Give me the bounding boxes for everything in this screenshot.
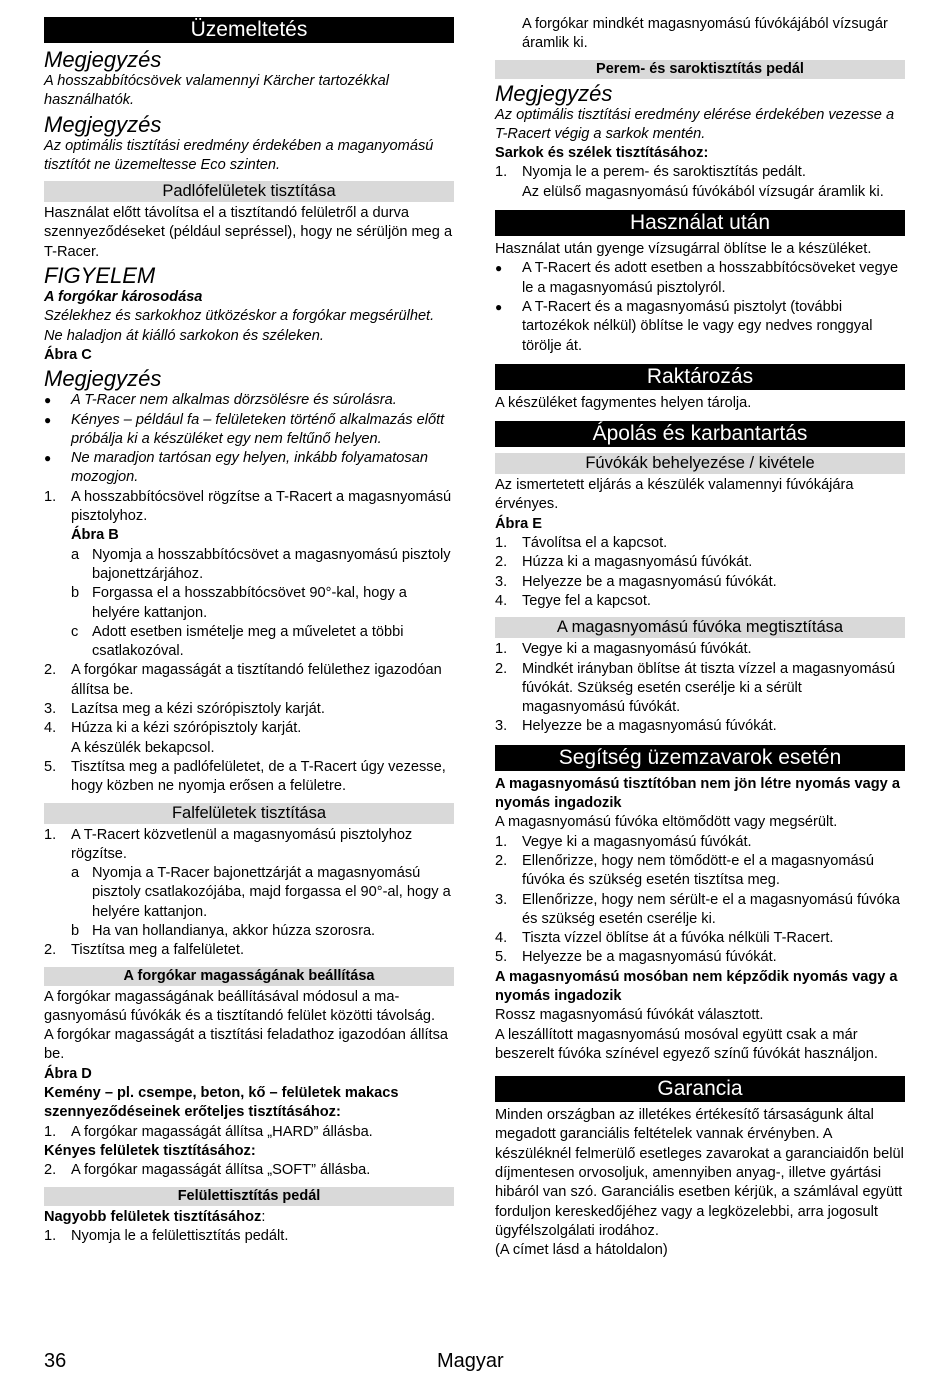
- list-item: 2. Tisztítsa meg a falfelületet.: [44, 942, 245, 959]
- fault-text: A leszállított magasnyomású mosóval együtt csak a már beszerelt fúvóka színével egyező színű fúvókát használjon.: [495, 1026, 878, 1062]
- list-item: 4. Tiszta vízzel öblítse át a fúvóka nélküli T-Racert.: [495, 930, 834, 947]
- list-item: ● Ne maradjon tartósan egy helyen, inkább folyamatosan mozogjon.: [44, 450, 428, 486]
- list-item: 2. Mindkét irányban öblítse át tiszta vízzel a magasnyomású fúvókát. Szükség esetén cserélje ki a sérült magasnyomású fúvókát.: [495, 660, 896, 716]
- list-item-extra: A készülék bekapcsol.: [71, 739, 215, 756]
- nozzle-text: Az ismertetett eljárás a készülék valamennyi fúvókájára érvényes.: [495, 477, 854, 513]
- list-item: 2. Ellenőrizze, hogy nem tömődött-e el a magasnyomású fúvóka és szükség esetén tisztítsa meg.: [495, 852, 875, 889]
- after-text: Használat után gyenge vízsugárral öblítse le a készüléket.: [495, 241, 872, 258]
- note-text: Az optimális tisztítási eredmény érdekében a maganyomású tisztítót ne üzemeltesse Eco szinten.: [44, 137, 434, 173]
- note-title: Megjegyzés: [495, 80, 613, 106]
- list-item: 1. A hosszabbítócsövel rögzítse a T-Racert a magasnyomású pisztolyhoz.: [44, 488, 452, 525]
- left-column: [44, 15, 454, 1246]
- bullet-icon: ●: [495, 299, 503, 314]
- list-item: 1. A forgókar magasságát állítsa „HARD” állásba.: [44, 1123, 373, 1140]
- warranty-text: Minden országban az illetékes értékesítő társaságunk által megadott garanciális feltételek vannak érvényben. A készüléknél felmerülő esetleges zavarokat a garanciaidőn belül díjmentesen orvosoljuk, amennyiben anyag-, illetve gyártási hibáról van szó. Garanciális esetben kérjük, a számlával együtt forduljon kereskedőjéhez vagy a legközelebbi, arra jogosult ügyfélszolgálati irodához.: [495, 1107, 904, 1239]
- figure-ref: Ábra B: [71, 527, 119, 544]
- list-item: 2. A forgókar magasságát állítsa „SOFT” állásba.: [44, 1162, 371, 1179]
- sub-list-item: b Ha van hollandianya, akkor húzza szorosra.: [71, 922, 376, 939]
- list-item: 3. Helyezze be a magasnyomású fúvókát.: [495, 718, 777, 735]
- heading-care: Ápolás és karbantartás: [495, 421, 905, 447]
- heading-after-use: Használat után: [495, 210, 905, 236]
- page-number: 36: [44, 1350, 67, 1372]
- list-item: 1. Vegye ki a magasnyomású fúvókát.: [495, 833, 752, 850]
- sub-list-item: a Nyomja a T-Racer bajonettzárját a magasnyomású pisztoly csatlakozójába, majd forgassa el 90°-al, hogy a helyére kattanjon.: [71, 865, 451, 920]
- list-item: 3. Helyezze be a magasnyomású fúvókát.: [495, 573, 777, 590]
- sub-list-item: a Nyomja a hosszabbítócsövet a magasnyomású pisztoly bajonettzárjához.: [71, 546, 451, 582]
- corner-title: Sarkok és szélek tisztításához:: [495, 145, 709, 162]
- list-item-extra: Az elülső magasnyomású fúvókából vízsugár áramlik ki.: [522, 183, 884, 200]
- list-item: 1. Nyomja le a felülettisztítás pedált.: [44, 1227, 289, 1244]
- sub-list-item: b Forgassa el a hosszabbítócsövet 90°-kal, hogy a helyére kattanjon.: [71, 585, 407, 621]
- heading-nozzle-clean: A magasnyomású fúvóka megtisztítása: [495, 617, 905, 638]
- bullet-icon: ●: [495, 261, 503, 276]
- warranty-address: (A címet lásd a hátoldalon): [495, 1242, 668, 1259]
- list-item: ● Kényes – például fa – felületeken történő alkalmazás előtt próbálja ki a készüléket egy nem feltűnő helyen.: [44, 411, 445, 447]
- list-item: 4. Tegye fel a kapcsot.: [495, 592, 651, 609]
- figure-ref: Ábra D: [44, 1065, 92, 1082]
- heading-troubleshooting: Segítség üzemzavarok esetén: [495, 745, 905, 771]
- list-item: 4. Húzza ki a kézi szórópisztoly karját.: [44, 720, 302, 737]
- heading-warranty: Garancia: [495, 1076, 905, 1102]
- list-item: ● A T-Racert és a magasnyomású pisztolyt (további tartozékok nélkül) öblítse le vagy egy nedves ronggyal törölje át.: [495, 298, 873, 354]
- caution-subtitle: A forgókar károsodása: [44, 289, 203, 306]
- caution-text: Ne haladjon át kiálló sarkokon és széleken.: [44, 327, 324, 344]
- list-item: 2. A forgókar magasságát a tisztítandó felülethez igazodóan állítsa be.: [44, 662, 442, 698]
- fault-title: A magasnyomású tisztítóban nem jön létre nyomás vagy a nyomás ingadozik: [495, 775, 900, 812]
- floor-text: Használat előtt távolítsa el a tisztítandó felületről a durva szennyeződéseket (például sepréssel), hogy ne sérüljön meg a T-Racer.: [44, 205, 453, 260]
- bullet-icon: ●: [44, 412, 52, 427]
- pedal-continuation: A forgókar mindkét magasnyomású fúvókájából vízsugár áramlik ki.: [522, 16, 888, 52]
- list-item: 1. Nyomja le a perem- és saroktisztítás pedált.: [495, 164, 806, 181]
- note-title: Megjegyzés: [44, 366, 162, 392]
- list-item: 2. Húzza ki a magasnyomású fúvókát.: [495, 554, 753, 571]
- list-item: 3. Ellenőrizze, hogy nem sérült-e el a magasnyomású fúvóka és szükség esetén cserélje ki.: [495, 891, 901, 927]
- list-item: 3. Lazítsa meg a kézi szórópisztoly karját.: [44, 701, 325, 718]
- right-column: [495, 15, 905, 1261]
- bullet-icon: ●: [44, 393, 52, 408]
- caution-title: FIGYELEM: [44, 263, 156, 289]
- bullet-icon: ●: [44, 451, 52, 466]
- note-title: Megjegyzés: [44, 111, 162, 137]
- list-item: ● A T-Racer nem alkalmas dörzsölésre és súrolásra.: [44, 391, 454, 410]
- fault-text: Rossz magasnyomású fúvókát választott.: [495, 1007, 764, 1024]
- note-text: Az optimális tisztítási eredmény elérése érdekében vezesse a T-Racert végig a sarkok mentén.: [495, 106, 895, 142]
- heading-arm-height: A forgókar magasságának beállítása: [44, 967, 454, 986]
- pedal-title: Nagyobb felületek tisztításához:: [44, 1208, 266, 1225]
- note-text: A hosszabbítócsövek valamennyi Kärcher tartozékkal használhatók.: [44, 73, 390, 109]
- figure-ref: Ábra C: [44, 346, 92, 363]
- caution-text: Szélekhez és sarkokhoz ütközéskor a forgókar megsérülhet.: [44, 308, 435, 325]
- fault-text: A magasnyomású fúvóka eltömődött vagy megsérült.: [495, 814, 838, 831]
- list-item: 5. Tisztítsa meg a padlófelületet, de a T-Racert úgy vezesse, hogy közben ne nyomja erősen a felületre.: [44, 758, 446, 795]
- height-text: A forgókar magasságát a tisztítási feladathoz igazodóan állítsa be.: [44, 1027, 448, 1063]
- list-item: 1. Vegye ki a magasnyomású fúvókát.: [495, 641, 752, 658]
- heading-surface-pedal: Felülettisztítás pedál: [44, 1187, 454, 1206]
- figure-ref: Ábra E: [495, 515, 543, 532]
- heading-storage: Raktározás: [495, 364, 905, 390]
- soft-title: Kényes felületek tisztításához:: [44, 1142, 256, 1159]
- note-title: Megjegyzés: [44, 47, 162, 72]
- heading-edge-pedal: Perem- és saroktisztítás pedál: [495, 60, 905, 79]
- list-item: 1. Távolítsa el a kapcsot.: [495, 535, 668, 552]
- fault-title: A magasnyomású mosóban nem képződik nyomás vagy a nyomás ingadozik: [495, 968, 898, 1004]
- sub-list-item: c Adott esetben ismételje meg a műveletet a többi csatlakozóval.: [71, 623, 404, 660]
- list-item: 1. A T-Racert közvetlenül a magasnyomású pisztolyhoz rögzítse.: [44, 826, 413, 862]
- list-item: 5. Helyezze be a magasnyomású fúvókát.: [495, 949, 777, 966]
- height-text: A forgókar magasságának beállításával módosul a magasnyomású fúvókák és a tisztítandó felület közötti távolság.: [44, 988, 436, 1024]
- heading-floor-cleaning: Padlófelületek tisztítása: [44, 181, 454, 202]
- page-language: Magyar: [437, 1350, 504, 1372]
- storage-text: A készüléket fagymentes helyen tárolja.: [495, 394, 752, 411]
- list-item: ● A T-Racert és adott esetben a hosszabbítócsöveket vegye le a magasnyomású pisztolyról.: [495, 260, 899, 296]
- hard-title: Kemény – pl. csempe, beton, kő – felületek makacs szennyeződéseinek erőteljes tisztításához:: [44, 1085, 399, 1121]
- heading-operation: Üzemeltetés: [44, 17, 454, 43]
- heading-nozzle-change: Fúvókák behelyezése / kivétele: [495, 453, 905, 474]
- heading-wall-cleaning: Falfelületek tisztítása: [44, 803, 454, 824]
